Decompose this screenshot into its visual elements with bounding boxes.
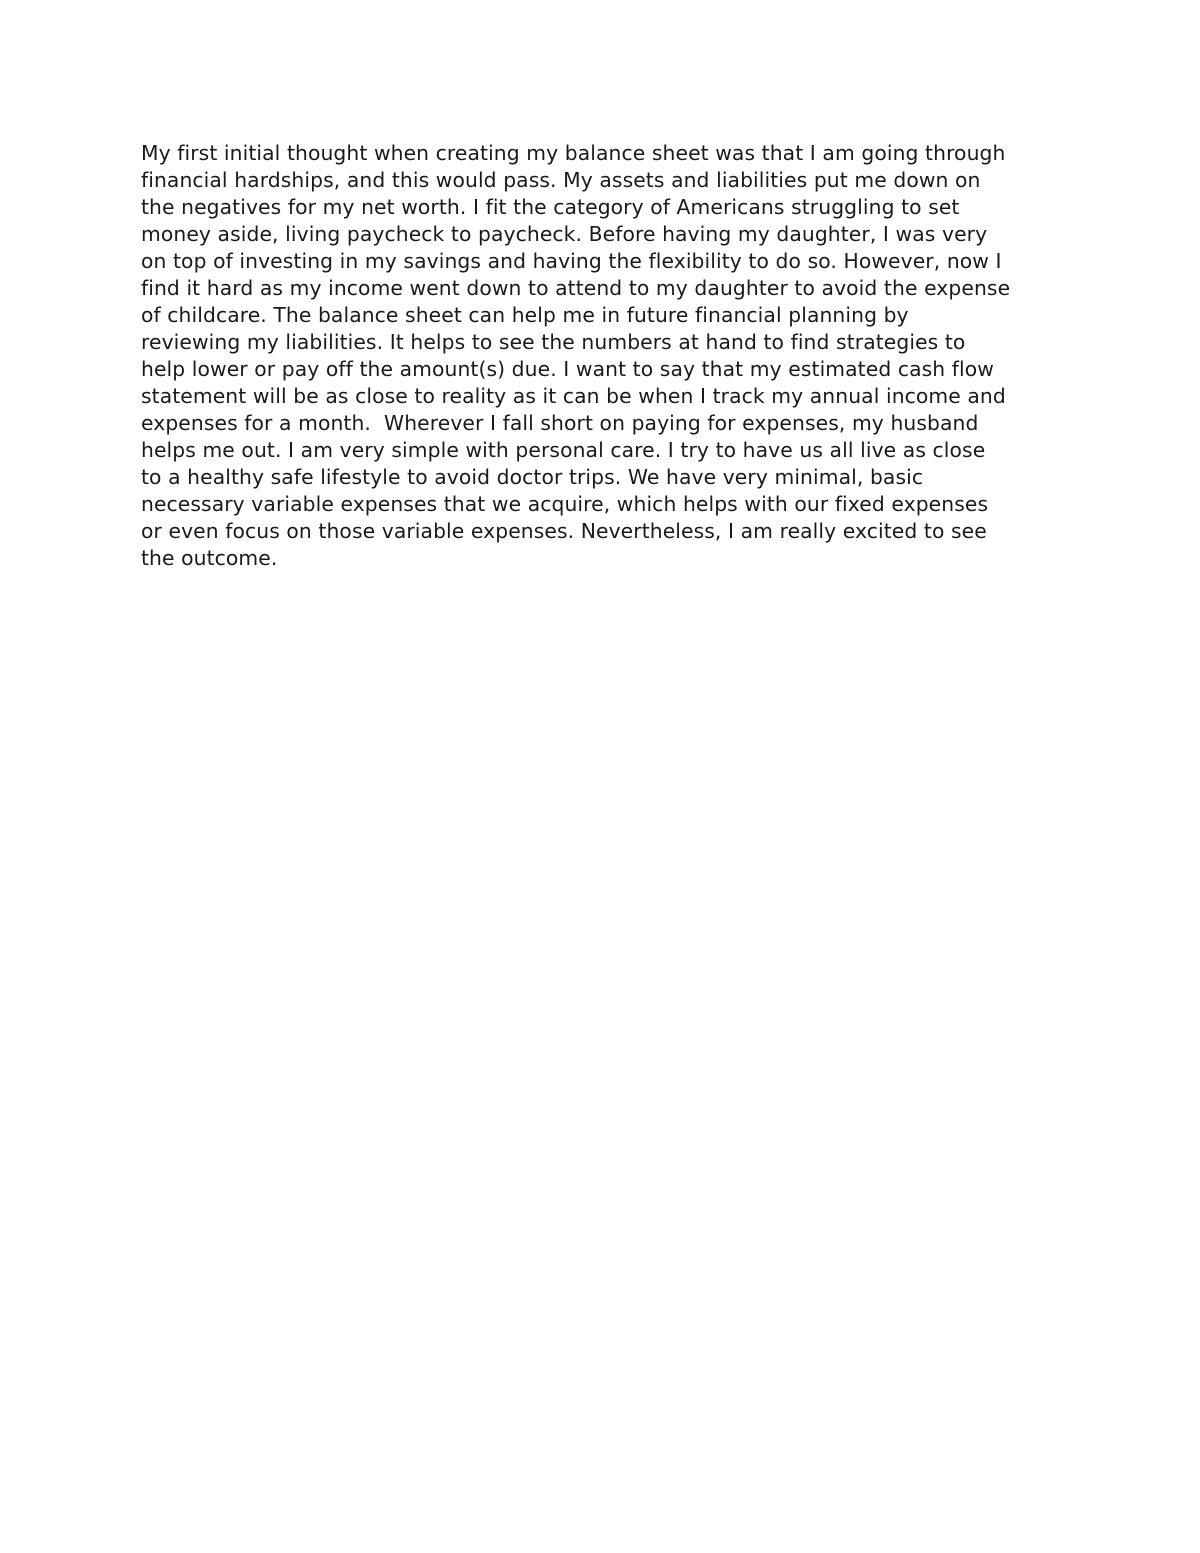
paragraph-line-11: expenses for a month. Wherever I fall short on paying for expenses, my husband bbox=[141, 411, 979, 435]
paragraph-line-12: helps me out. I am very simple with personal care. I try to have us all live as close bbox=[141, 438, 986, 462]
body-paragraph bbox=[141, 140, 1071, 572]
paragraph-line-8: reviewing my liabilities. It helps to see the numbers at hand to find strategies to bbox=[141, 330, 966, 354]
paragraph-line-7: of childcare. The balance sheet can help me in future financial planning by bbox=[141, 303, 909, 327]
paragraph-line-10: statement will be as close to reality as it can be when I track my annual income and bbox=[141, 384, 1006, 408]
paragraph-line-2: financial hardships, and this would pass. My assets and liabilities put me down on bbox=[141, 168, 981, 192]
paragraph-line-5: on top of investing in my savings and having the flexibility to do so. However, now I bbox=[141, 249, 1002, 273]
paragraph-line-16: the outcome. bbox=[141, 546, 278, 570]
paragraph-line-14: necessary variable expenses that we acquire, which helps with our fixed expenses bbox=[141, 492, 989, 516]
paragraph-line-6: find it hard as my income went down to attend to my daughter to avoid the expense bbox=[141, 276, 1011, 300]
paragraph-line-4: money aside, living paycheck to paycheck. Before having my daughter, I was very bbox=[141, 222, 988, 246]
paragraph-line-9: help lower or pay off the amount(s) due. I want to say that my estimated cash flow bbox=[141, 357, 994, 381]
paragraph-line-1: My first initial thought when creating my balance sheet was that I am going through bbox=[141, 141, 1006, 165]
paragraph-line-3: the negatives for my net worth. I fit the category of Americans struggling to set bbox=[141, 195, 960, 219]
paragraph-line-15: or even focus on those variable expenses. Nevertheless, I am really excited to see bbox=[141, 519, 987, 543]
paragraph-line-13: to a healthy safe lifestyle to avoid doctor trips. We have very minimal, basic bbox=[141, 465, 924, 489]
